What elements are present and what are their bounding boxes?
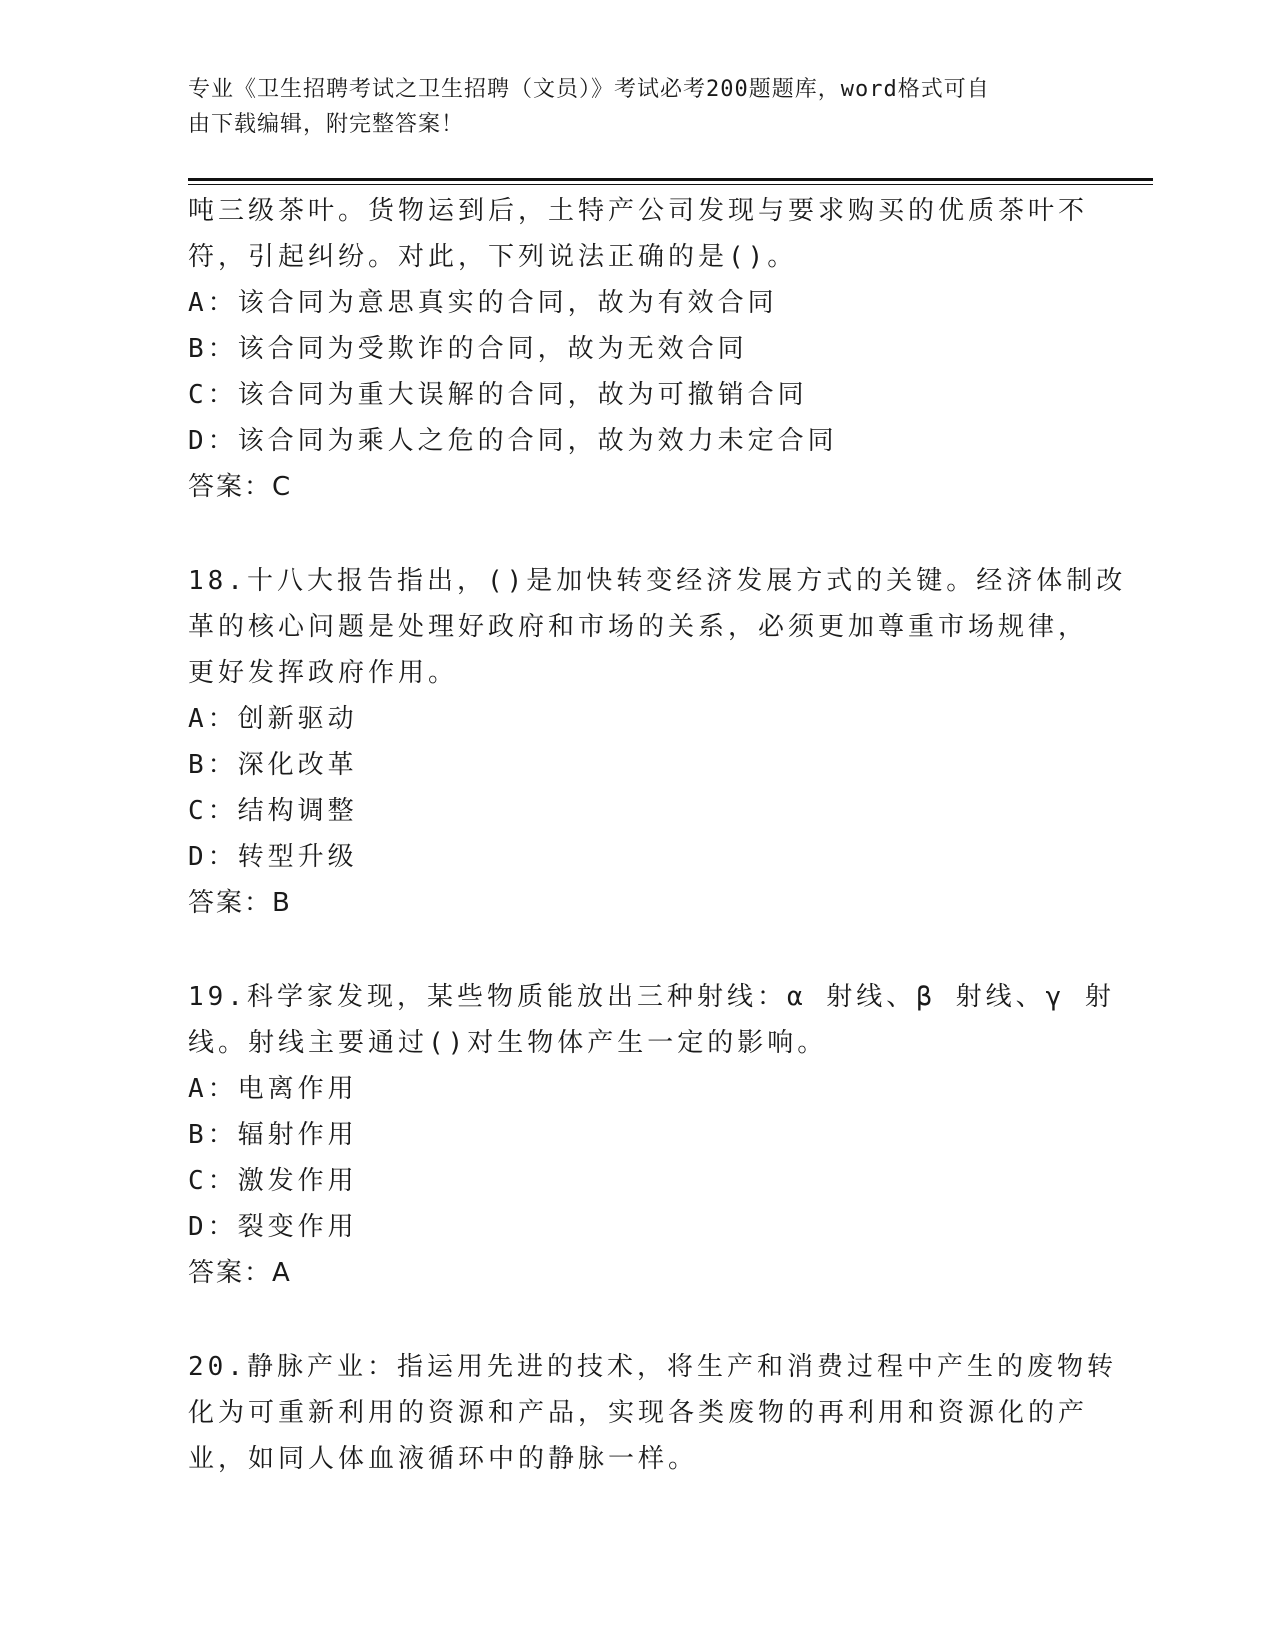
question-18-option-d: D：转型升级 — [188, 842, 358, 872]
question-17-option-c: C：该合同为重大误解的合同，故为可撤销合同 — [188, 380, 808, 410]
question-17-option-a: A：该合同为意思真实的合同，故为有效合同 — [188, 288, 778, 318]
header-line-2: 由下载编辑，附完整答案！ — [188, 112, 465, 137]
document-body — [188, 188, 1127, 1482]
question-17-option-d: D：该合同为乘人之危的合同，故为效力未定合同 — [188, 426, 838, 456]
question-19 — [188, 974, 1115, 1296]
spacer — [188, 510, 1088, 558]
question-17-option-b: B：该合同为受欺诈的合同，故为无效合同 — [188, 334, 748, 364]
question-19-option-a: A：电离作用 — [188, 1074, 358, 1104]
question-17-text-line-1: 吨三级茶叶。货物运到后，土特产公司发现与要求购买的优质茶叶不 — [188, 196, 1089, 226]
question-19-option-b: B：辐射作用 — [188, 1120, 358, 1150]
question-17 — [188, 188, 1088, 510]
question-18-text-line-1: 18.十八大报告指出，()是加快转变经济发展方式的关键。经济体制改 — [188, 566, 1127, 596]
question-19-option-c: C：激发作用 — [188, 1166, 358, 1196]
question-19-text-line-1: 19.科学家发现，某些物质能放出三种射线：α 射线、β 射线、γ 射 — [188, 982, 1115, 1012]
question-18-option-a: A：创新驱动 — [188, 704, 358, 734]
document-header — [188, 72, 1068, 142]
question-20 — [188, 1344, 1117, 1482]
question-19-text-line-2: 线。射线主要通过()对生物体产生一定的影响。 — [188, 1028, 828, 1058]
question-18-text-line-2: 革的核心问题是处理好政府和市场的关系，必须更加尊重市场规律， — [188, 612, 1089, 642]
question-18 — [188, 558, 1127, 926]
header-line-1: 专业《卫生招聘考试之卫生招聘（文员）》考试必考200题题库，word格式可自 — [188, 77, 990, 102]
spacer — [188, 926, 1088, 974]
question-19-answer: 答案：A — [188, 1258, 292, 1288]
header-divider-thick — [188, 178, 1153, 181]
question-18-text-line-3: 更好发挥政府作用。 — [188, 658, 459, 688]
header-divider-thin — [188, 184, 1153, 185]
spacer — [188, 1296, 1088, 1344]
question-20-text-line-2: 化为可重新利用的资源和产品，实现各类废物的再利用和资源化的产 — [188, 1398, 1089, 1428]
question-17-answer: 答案：C — [188, 472, 293, 502]
question-17-text-line-2: 符，引起纠纷。对此，下列说法正确的是()。 — [188, 242, 798, 272]
question-20-text-line-1: 20.静脉产业：指运用先进的技术，将生产和消费过程中产生的废物转 — [188, 1352, 1117, 1382]
question-18-option-b: B：深化改革 — [188, 750, 358, 780]
question-18-answer: 答案：B — [188, 888, 292, 918]
question-20-text-line-3: 业，如同人体血液循环中的静脉一样。 — [188, 1444, 699, 1474]
question-18-option-c: C：结构调整 — [188, 796, 358, 826]
question-19-option-d: D：裂变作用 — [188, 1212, 358, 1242]
